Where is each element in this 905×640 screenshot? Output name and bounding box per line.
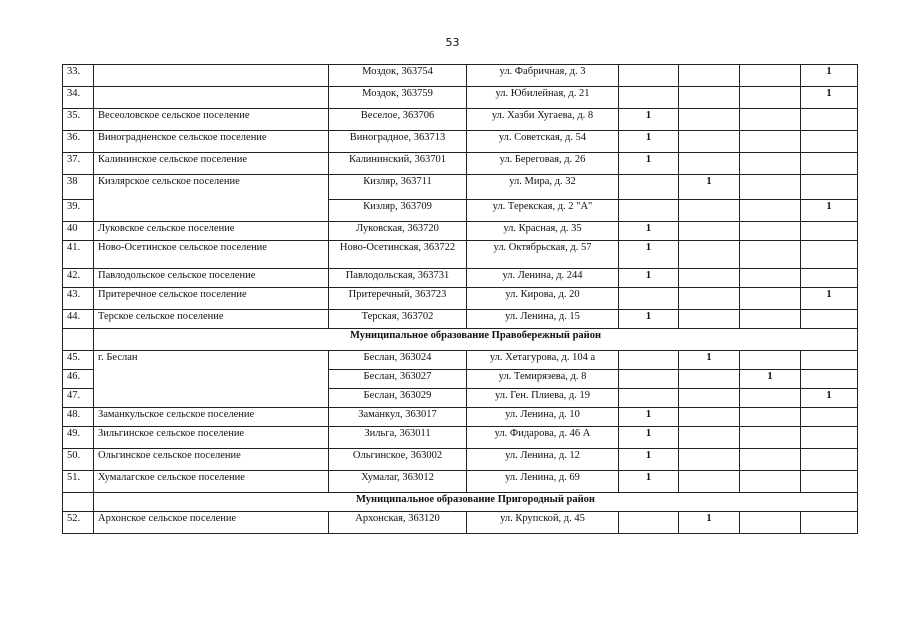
- mark-cell-c1: [619, 351, 679, 370]
- mark-cell-c1: [619, 65, 679, 87]
- mark-cell-c3: [740, 175, 801, 200]
- mark-cell-c1: [619, 389, 679, 408]
- row-number: 44.: [63, 310, 94, 329]
- mark-cell-c4: [801, 153, 858, 175]
- locality-postcode: Луковская, 363720: [329, 222, 467, 241]
- settlements-table: [62, 64, 858, 534]
- mark-cell-c3: [740, 222, 801, 241]
- mark-cell-c2: [679, 427, 740, 449]
- settlement-name: Хумалагское сельское поселение: [94, 471, 329, 493]
- mark-cell-c1: [619, 200, 679, 222]
- row-number: 33.: [63, 65, 94, 87]
- locality-postcode: Притеречный, 363723: [329, 288, 467, 310]
- mark-cell-c1: 1: [619, 269, 679, 288]
- table-row: [63, 512, 858, 534]
- mark-cell-c4: [801, 471, 858, 493]
- mark-cell-c3: [740, 241, 801, 269]
- locality-postcode: Ново-Осетинская, 363722: [329, 241, 467, 269]
- locality-postcode: Беслан, 363029: [329, 389, 467, 408]
- mark-cell-c3: [740, 269, 801, 288]
- locality-postcode: Виноградное, 363713: [329, 131, 467, 153]
- table-row: [63, 153, 858, 175]
- row-number: 36.: [63, 131, 94, 153]
- mark-cell-c2: [679, 310, 740, 329]
- locality-postcode: Зильга, 363011: [329, 427, 467, 449]
- mark-cell-c2: 1: [679, 512, 740, 534]
- street-address: ул. Терекская, д. 2 "А": [467, 200, 619, 222]
- mark-cell-c3: [740, 408, 801, 427]
- table-row: [63, 408, 858, 427]
- row-number: 45.: [63, 351, 94, 370]
- mark-cell-c1: [619, 87, 679, 109]
- street-address: ул. Темирязева, д. 8: [467, 370, 619, 389]
- row-number: 47.: [63, 389, 94, 408]
- table-body: [63, 65, 858, 534]
- mark-cell-c4: [801, 449, 858, 471]
- table-row: [63, 471, 858, 493]
- empty-cell: [63, 493, 94, 512]
- mark-cell-c1: [619, 370, 679, 389]
- mark-cell-c4: [801, 269, 858, 288]
- row-number: 43.: [63, 288, 94, 310]
- row-number: 50.: [63, 449, 94, 471]
- mark-cell-c1: 1: [619, 153, 679, 175]
- row-number: 34.: [63, 87, 94, 109]
- table-row: [63, 241, 858, 269]
- settlement-name: Весеоловское сельское поселение: [94, 109, 329, 131]
- locality-postcode: Веселое, 363706: [329, 109, 467, 131]
- settlement-name: Заманкульское сельское поселение: [94, 408, 329, 427]
- mark-cell-c2: [679, 449, 740, 471]
- settlement-name: Луковское сельское поселение: [94, 222, 329, 241]
- street-address: ул. Юбилейная, д. 21: [467, 87, 619, 109]
- mark-cell-c4: [801, 109, 858, 131]
- street-address: ул. Береговая, д. 26: [467, 153, 619, 175]
- table-row: [63, 427, 858, 449]
- street-address: ул. Ленина, д. 15: [467, 310, 619, 329]
- settlement-name: Калининское сельское поселение: [94, 153, 329, 175]
- table-row: [63, 131, 858, 153]
- table-row: [63, 310, 858, 329]
- locality-postcode: Заманкул, 363017: [329, 408, 467, 427]
- locality-postcode: Беслан, 363027: [329, 370, 467, 389]
- mark-cell-c2: [679, 65, 740, 87]
- mark-cell-c2: 1: [679, 351, 740, 370]
- mark-cell-c2: [679, 87, 740, 109]
- row-number: 41.: [63, 241, 94, 269]
- street-address: ул. Крупской, д. 45: [467, 512, 619, 534]
- section-row: [63, 329, 858, 351]
- mark-cell-c2: [679, 153, 740, 175]
- mark-cell-c2: [679, 389, 740, 408]
- mark-cell-c1: 1: [619, 408, 679, 427]
- mark-cell-c2: [679, 222, 740, 241]
- table-row: [63, 288, 858, 310]
- mark-cell-c1: 1: [619, 310, 679, 329]
- table-row: [63, 175, 858, 200]
- locality-postcode: Терская, 363702: [329, 310, 467, 329]
- mark-cell-c4: [801, 370, 858, 389]
- locality-postcode: Кизляр, 363709: [329, 200, 467, 222]
- street-address: ул. Советская, д. 54: [467, 131, 619, 153]
- table-row: [63, 109, 858, 131]
- mark-cell-c1: 1: [619, 222, 679, 241]
- settlement-name: [94, 87, 329, 109]
- mark-cell-c1: [619, 175, 679, 200]
- mark-cell-c1: 1: [619, 427, 679, 449]
- settlement-name: Зильгинское сельское поселение: [94, 427, 329, 449]
- mark-cell-c1: 1: [619, 131, 679, 153]
- mark-cell-c4: [801, 351, 858, 370]
- row-number: 37.: [63, 153, 94, 175]
- settlement-name: [94, 65, 329, 87]
- mark-cell-c4: 1: [801, 65, 858, 87]
- settlement-name: Ольгинское сельское поселение: [94, 449, 329, 471]
- table-row: [63, 222, 858, 241]
- mark-cell-c1: [619, 288, 679, 310]
- table-row: [63, 65, 858, 87]
- mark-cell-c1: 1: [619, 109, 679, 131]
- table-row: [63, 269, 858, 288]
- mark-cell-c3: [740, 427, 801, 449]
- mark-cell-c2: [679, 131, 740, 153]
- mark-cell-c3: [740, 109, 801, 131]
- row-number: 42.: [63, 269, 94, 288]
- row-number: 35.: [63, 109, 94, 131]
- row-number: 39.: [63, 200, 94, 222]
- mark-cell-c4: [801, 131, 858, 153]
- street-address: ул. Хазби Хугаева, д. 8: [467, 109, 619, 131]
- page-number: 53: [445, 36, 460, 49]
- settlement-name: Притеречное сельское поселение: [94, 288, 329, 310]
- mark-cell-c4: [801, 427, 858, 449]
- street-address: ул. Ленина, д. 69: [467, 471, 619, 493]
- section-title: Муниципальное образование Пригородный район: [94, 493, 858, 512]
- mark-cell-c3: 1: [740, 370, 801, 389]
- locality-postcode: Хумалаг, 363012: [329, 471, 467, 493]
- settlement-name: Виноградненское сельское поселение: [94, 131, 329, 153]
- mark-cell-c2: [679, 288, 740, 310]
- mark-cell-c3: [740, 449, 801, 471]
- settlement-name: Архонское сельское поселение: [94, 512, 329, 534]
- locality-postcode: Моздок, 363754: [329, 65, 467, 87]
- settlement-name: Павлодольское сельское поселение: [94, 269, 329, 288]
- mark-cell-c4: 1: [801, 288, 858, 310]
- mark-cell-c1: 1: [619, 471, 679, 493]
- mark-cell-c4: [801, 310, 858, 329]
- settlement-name: Кизлярское сельское поселение: [94, 175, 329, 222]
- mark-cell-c4: [801, 408, 858, 427]
- row-number: 49.: [63, 427, 94, 449]
- mark-cell-c2: [679, 241, 740, 269]
- locality-postcode: Ольгинское, 363002: [329, 449, 467, 471]
- mark-cell-c2: 1: [679, 175, 740, 200]
- mark-cell-c3: [740, 471, 801, 493]
- empty-cell: [63, 329, 94, 351]
- mark-cell-c4: [801, 241, 858, 269]
- street-address: ул. Ленина, д. 10: [467, 408, 619, 427]
- mark-cell-c3: [740, 512, 801, 534]
- street-address: ул. Красная, д. 35: [467, 222, 619, 241]
- mark-cell-c1: 1: [619, 449, 679, 471]
- street-address: ул. Мира, д. 32: [467, 175, 619, 200]
- mark-cell-c2: [679, 200, 740, 222]
- locality-postcode: Кизляр, 363711: [329, 175, 467, 200]
- row-number: 40: [63, 222, 94, 241]
- street-address: ул. Ленина, д. 12: [467, 449, 619, 471]
- locality-postcode: Архонская, 363120: [329, 512, 467, 534]
- mark-cell-c3: [740, 65, 801, 87]
- mark-cell-c3: [740, 87, 801, 109]
- mark-cell-c3: [740, 200, 801, 222]
- row-number: 38: [63, 175, 94, 200]
- row-number: 52.: [63, 512, 94, 534]
- settlement-name: г. Беслан: [94, 351, 329, 408]
- section-title: Муниципальное образование Правобережный район: [94, 329, 858, 351]
- mark-cell-c3: [740, 389, 801, 408]
- mark-cell-c2: [679, 109, 740, 131]
- mark-cell-c3: [740, 288, 801, 310]
- mark-cell-c1: 1: [619, 241, 679, 269]
- street-address: ул. Хетагурова, д. 104 а: [467, 351, 619, 370]
- locality-postcode: Павлодольская, 363731: [329, 269, 467, 288]
- settlement-name: Терское сельское поселение: [94, 310, 329, 329]
- section-row: [63, 493, 858, 512]
- street-address: ул. Кирова, д. 20: [467, 288, 619, 310]
- table-row: [63, 449, 858, 471]
- mark-cell-c4: 1: [801, 389, 858, 408]
- mark-cell-c3: [740, 351, 801, 370]
- table-row: [63, 87, 858, 109]
- settlement-name: Ново-Осетинское сельское поселение: [94, 241, 329, 269]
- street-address: ул. Фабричная, д. 3: [467, 65, 619, 87]
- mark-cell-c4: [801, 175, 858, 200]
- mark-cell-c3: [740, 310, 801, 329]
- locality-postcode: Моздок, 363759: [329, 87, 467, 109]
- street-address: ул. Ленина, д. 244: [467, 269, 619, 288]
- row-number: 48.: [63, 408, 94, 427]
- mark-cell-c2: [679, 370, 740, 389]
- mark-cell-c2: [679, 408, 740, 427]
- street-address: ул. Октябрьская, д. 57: [467, 241, 619, 269]
- mark-cell-c4: 1: [801, 200, 858, 222]
- mark-cell-c4: 1: [801, 87, 858, 109]
- mark-cell-c2: [679, 269, 740, 288]
- mark-cell-c3: [740, 131, 801, 153]
- table-row: [63, 351, 858, 370]
- locality-postcode: Калининский, 363701: [329, 153, 467, 175]
- mark-cell-c4: [801, 512, 858, 534]
- mark-cell-c2: [679, 471, 740, 493]
- row-number: 46.: [63, 370, 94, 389]
- street-address: ул. Фидарова, д. 46 А: [467, 427, 619, 449]
- mark-cell-c1: [619, 512, 679, 534]
- mark-cell-c3: [740, 153, 801, 175]
- locality-postcode: Беслан, 363024: [329, 351, 467, 370]
- mark-cell-c4: [801, 222, 858, 241]
- row-number: 51.: [63, 471, 94, 493]
- street-address: ул. Ген. Плиева, д. 19: [467, 389, 619, 408]
